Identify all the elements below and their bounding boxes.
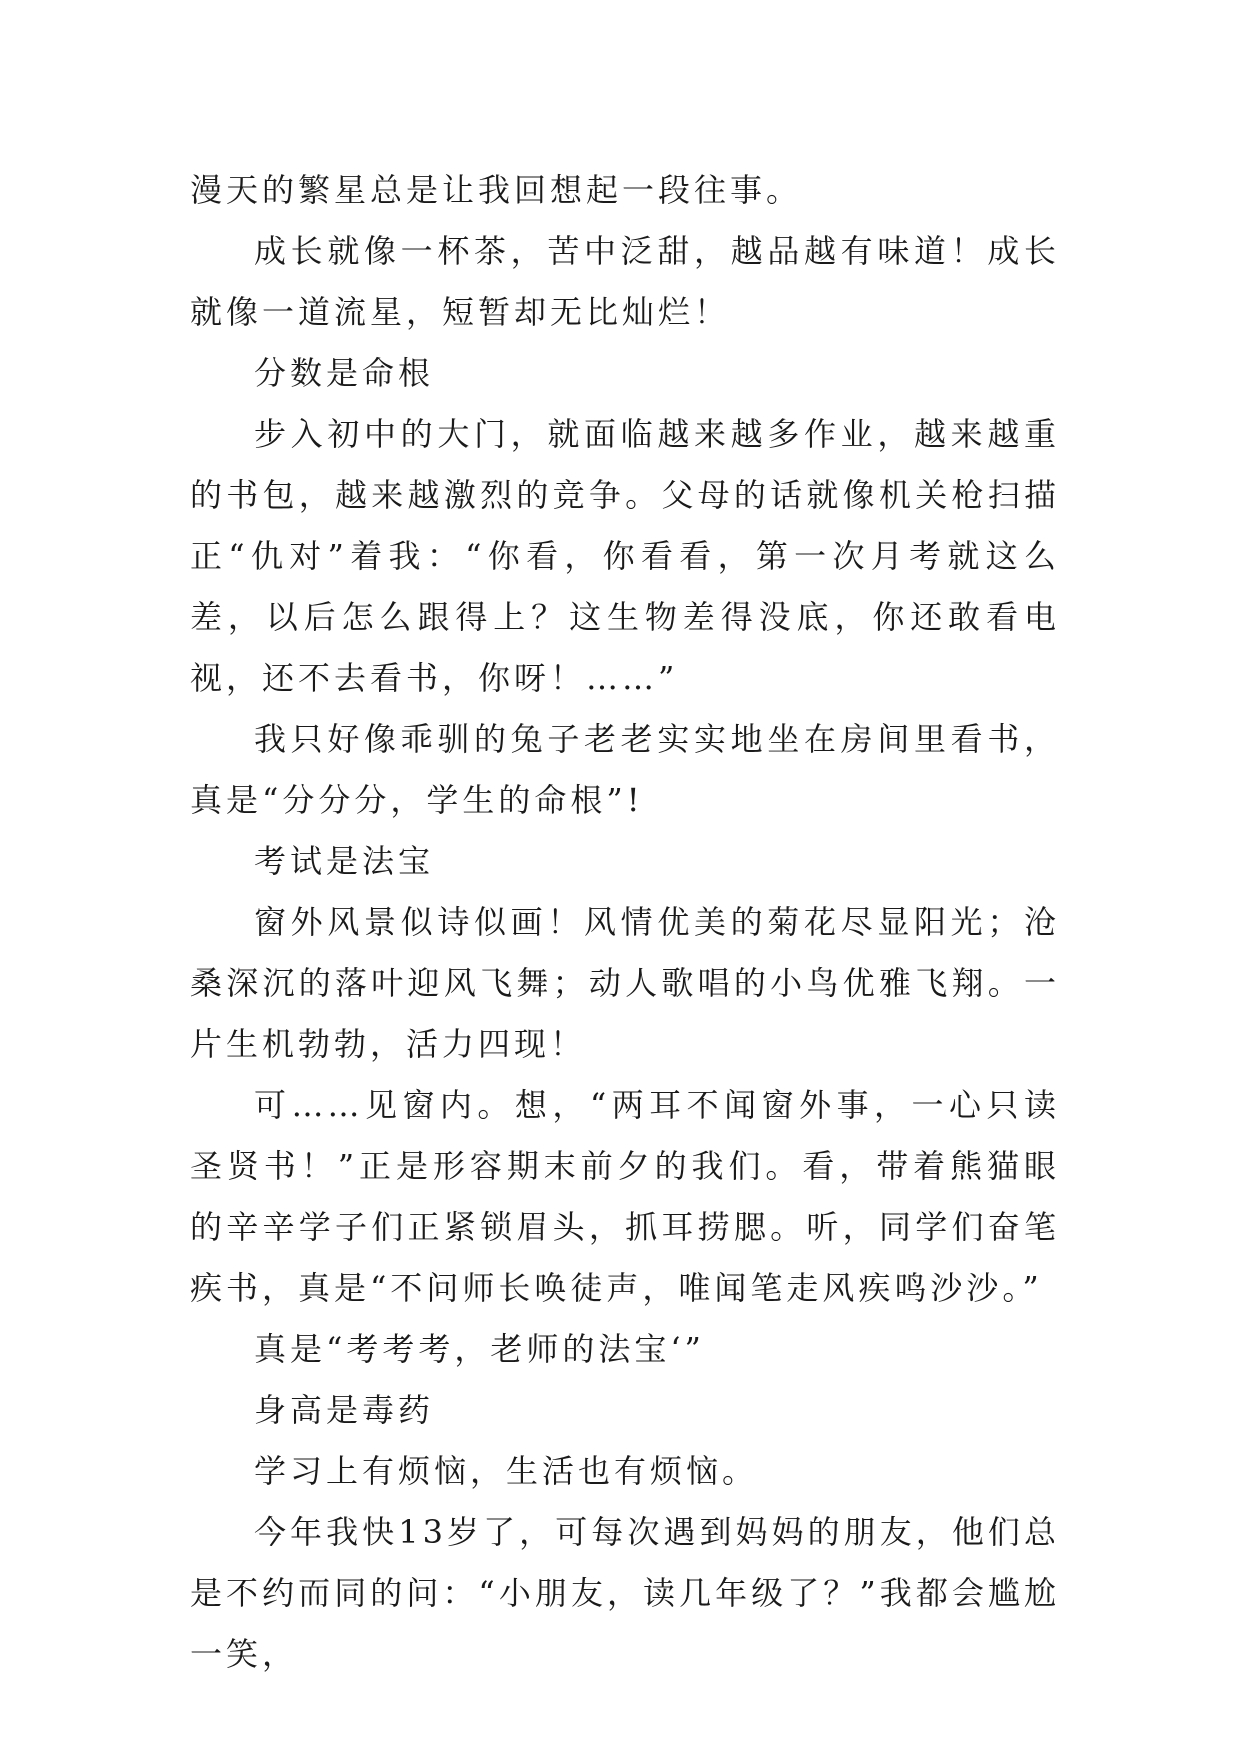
paragraph: 漫天的繁星总是让我回想起一段往事。 xyxy=(190,171,803,209)
section-heading: 分数是命根 xyxy=(254,354,435,392)
paragraph: 我只好像乖驯的兔子老老实实地坐在房间里看书，真是“分分分，学生的命根”! xyxy=(190,720,1060,819)
paragraph: 窗外风景似诗似画！风情优美的菊花尽显阳光；沧桑深沉的落叶迎风飞舞；动人歌唱的小鸟优雅飞翔。一片生机勃勃，活力四现！ xyxy=(190,903,1060,1063)
paragraph: 步入初中的大门，就面临越来越多作业，越来越重的书包，越来越激烈的竞争。父母的话就像机关枪扫描正“仇对”着我：“你看，你看看，第一次月考就这么差，以后怎么跟得上？这生物差得没底，你还敢看电视，还不去看书，你呀！……” xyxy=(190,415,1060,697)
paragraph: 学习上有烦恼，生活也有烦恼。 xyxy=(254,1452,759,1490)
section-heading: 身高是毒药 xyxy=(254,1391,435,1429)
paragraph: 今年我快13岁了，可每次遇到妈妈的朋友，他们总是不约而同的问：“小朋友，读几年级了？”我都会尴尬一笑， xyxy=(190,1513,1060,1673)
section-heading: 考试是法宝 xyxy=(254,842,435,880)
paragraph: 可……见窗内。想，“两耳不闻窗外事，一心只读圣贤书！”正是形容期末前夕的我们。看，带着熊猫眼的辛辛学子们正紧锁眉头，抓耳捞腮。听，同学们奋笔疾书，真是“不问师长唤徒声，唯闻笔走风疾鸣沙沙。” xyxy=(190,1086,1060,1307)
paragraph: 成长就像一杯茶，苦中泛甜，越品越有味道！成长就像一道流星，短暂却无比灿烂！ xyxy=(190,232,1060,331)
paragraph: 真是“考考考，老师的法宝‘” xyxy=(254,1330,705,1368)
document-body xyxy=(190,160,1060,1685)
